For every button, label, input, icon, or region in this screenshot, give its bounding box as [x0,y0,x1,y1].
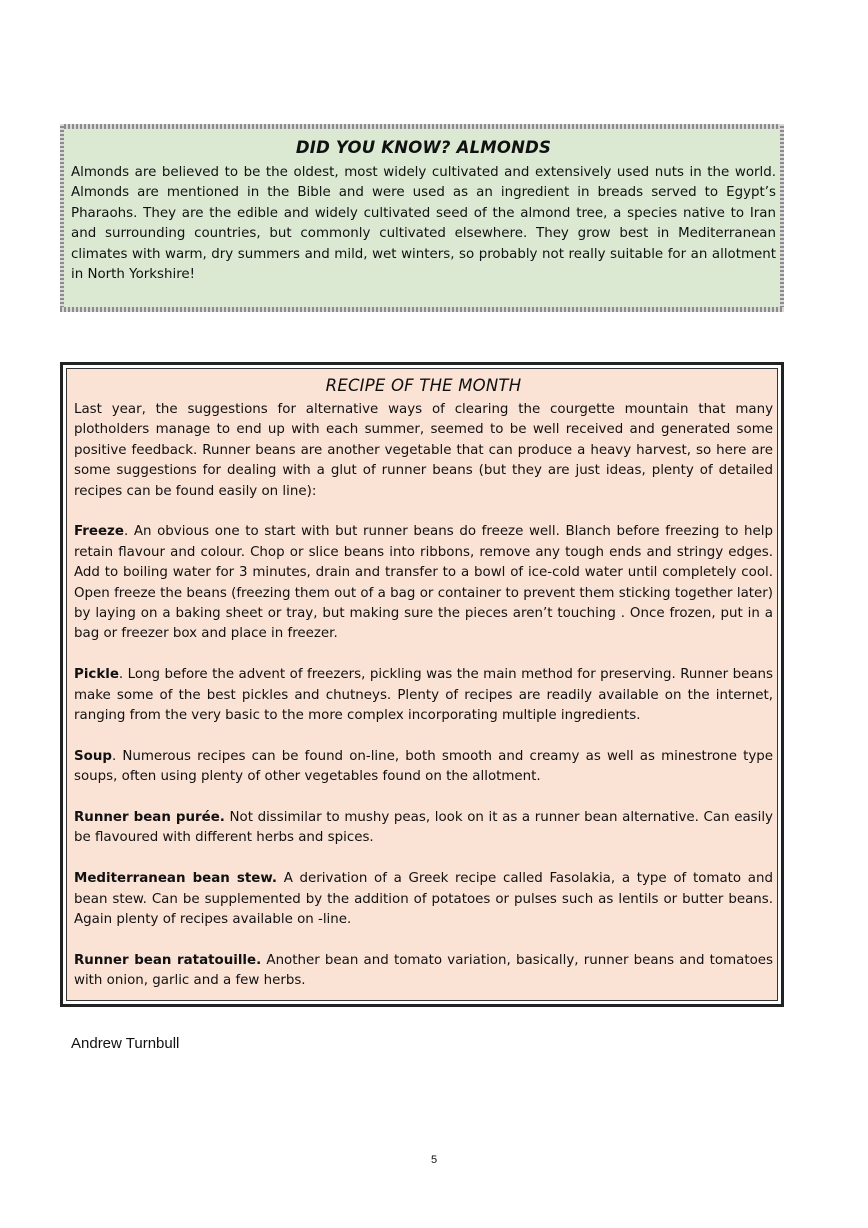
recipe-section-text: . An obvious one to start with but runner beans do freeze well. Blanch before freezing to help retain flavour and colour. Chop or slice beans into ribbons, remove any tough ends and stringy edges. Add to boiling water for 3 minutes, drain and transfer to a bowl of ice-cold water until completely cool. Open freeze the beans (freezing them out of a bag or container to prevent them sticking together later) by laying on a baking sheet or tray, but making sure the pieces aren’t touching . Once frozen, put in a bag or freezer box and place in freezer. [74,524,773,642]
recipe-section-text: A derivation of a Greek recipe called Fasolakia, a type of tomato and bean stew. Can be supplemented by the addition of potatoes or pulses such as lentils or butter beans. Again plenty of recipes available on -line. [74,871,773,928]
did-you-know-box [60,124,784,312]
recipe-box [60,362,784,1007]
recipe-title: RECIPE OF THE MONTH [325,376,522,395]
recipe-section-ratatouille [74,951,773,992]
recipe-section-soup [74,747,773,788]
recipe-section-lead: Mediterranean bean stew. [74,871,277,887]
box-hatch-right [780,124,784,312]
author-name: Andrew Turnbull [71,1035,180,1052]
recipe-section-text: Another bean and tomato variation, basically, runner beans and tomatoes with onion, garlic and a few herbs. [74,952,773,989]
page-number: 5 [430,1154,438,1166]
recipe-section-lead: Freeze [74,524,124,540]
recipe-section-lead: Runner bean purée. [74,810,225,826]
box-hatch-left [60,124,64,312]
recipe-section-lead: Runner bean ratatouille. [74,952,262,968]
recipe-section-pickle [74,665,773,726]
did-you-know-body: Almonds are believed to be the oldest, most widely cultivated and extensively used nuts in the world. Almonds are mentioned in the Bible and were used as an ingredient in breads served to Egypt’s Pharaohs. They are the edible and widely cultivated seed of the almond tree, a species native to Iran and surrounding countries, but commonly cultivated elsewhere. They grow best in Mediterranean climates with warm, dry summers and mild, wet winters, so probably not really suitable for an allotment in North Yorkshire! [71,165,776,283]
recipe-intro: Last year, the suggestions for alternative ways of clearing the courgette mountain that many plotholders manage to end up with each summer, seemed to be well received and generated some positive feedback. Runner beans are another vegetable that can produce a heavy harvest, so here are some suggestions for dealing with a glut of runner beans (but they are just ideas, plenty of detailed recipes can be found easily on line): [74,402,773,499]
did-you-know-title: DID YOU KNOW? ALMONDS [295,138,552,157]
recipe-box-inner [66,368,778,1001]
recipe-section-lead: Soup [74,748,112,764]
recipe-section-puree [74,808,773,849]
recipe-section-lead: Pickle [74,667,119,683]
recipe-section-text: Not dissimilar to mushy peas, look on it as a runner bean alternative. Can easily be flavoured with different herbs and spices. [74,810,773,846]
recipe-section-text: . Long before the advent of freezers, pickling was the main method for preserving. Runner beans make some of the best pickles and chutneys. Plenty of recipes are readily available on the internet, ranging from the very basic to the more complex incorporating multiple ingredients. [74,667,773,724]
recipe-section-freeze [74,522,773,644]
recipe-section-text: . Numerous recipes can be found on-line, both smooth and creamy as well as minestrone type soups, often using plenty of other vegetables found on the allotment. [74,748,773,785]
recipe-section-stew [74,869,773,930]
